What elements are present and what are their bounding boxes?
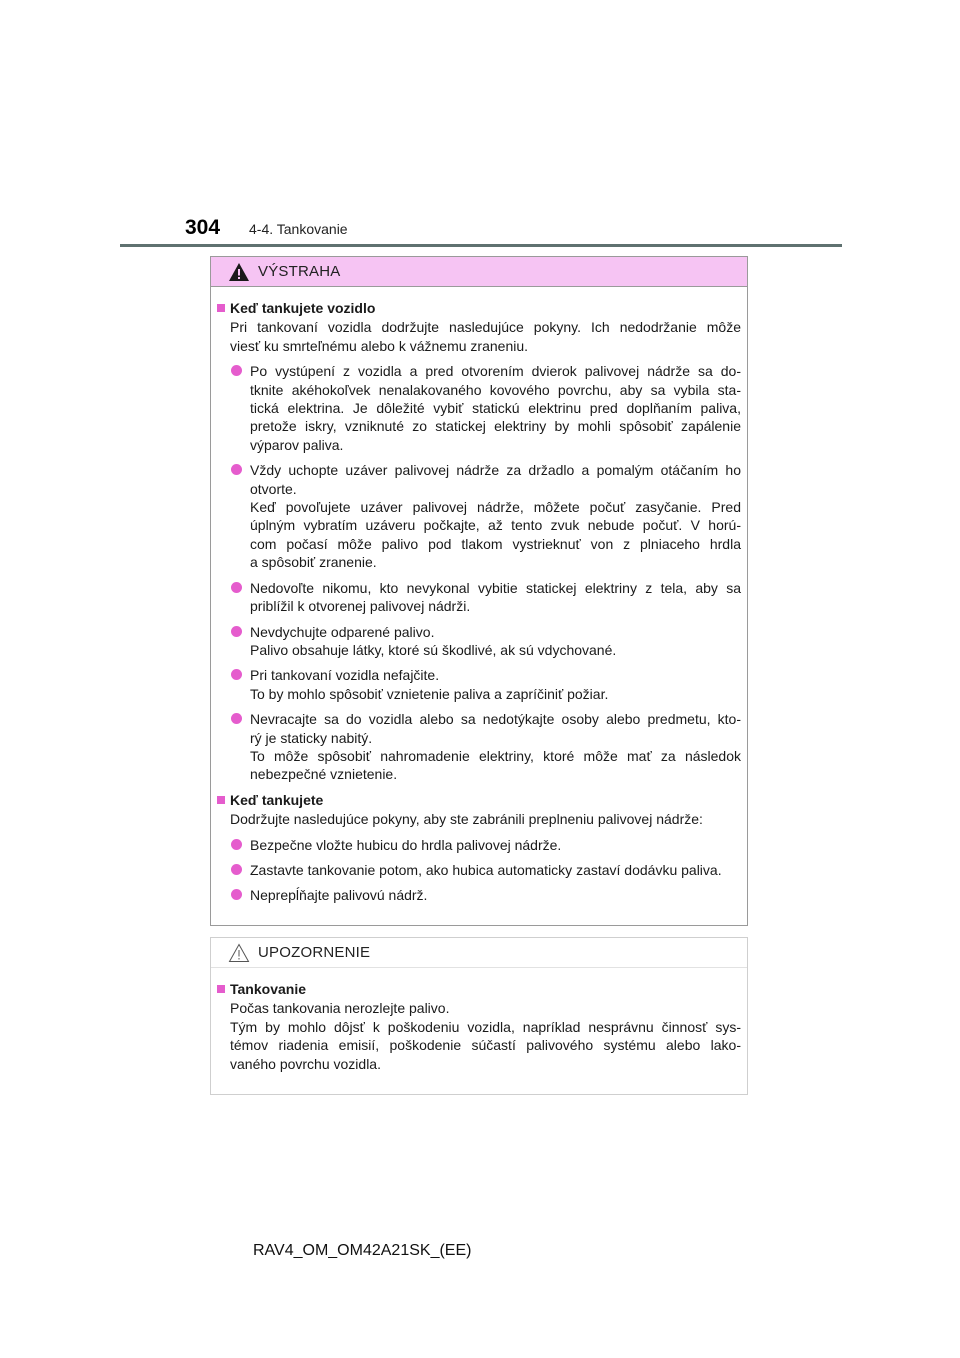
text-line: Zastavte tankovanie potom, ako hubica automaticky zastaví dodávku paliva. (250, 861, 722, 878)
warning-box (210, 256, 748, 926)
caution-triangle-icon (228, 943, 250, 963)
text-line: Po vystúpení z vozidla a pred otvorením dvierok palivovej nádrže sa do- (250, 363, 741, 380)
bullet-item (217, 710, 741, 784)
bullet-item (217, 666, 741, 703)
text-line: Dodržujte nasledujúce pokyny, aby ste zabránili preplneniu palivovej nádrže: (230, 811, 703, 828)
text-line: úplným vybratím uzáveru počkajte, až tento zvuk nebude počuť. V horú- (250, 517, 741, 534)
warning-title: VÝSTRAHA (258, 263, 341, 280)
intro-paragraph (217, 810, 741, 828)
subsection-heading: Keď tankujete (217, 791, 741, 809)
text-line: Bezpečne vložte hubicu do hrdla palivovej nádrže. (250, 836, 562, 853)
bullet-dot-icon (231, 839, 242, 850)
text-line: tická elektrina. Je dôležité vybiť statickú elektrinu pred doplňaním paliva, (250, 400, 741, 417)
text-line: To by mohlo spôsobiť vznietenie paliva a zapríčiniť požiar. (250, 685, 609, 702)
text-line: Nevracajte sa do vozidla alebo sa nedotýkajte osoby alebo predmetu, kto- (250, 711, 741, 728)
text-line: com počasí môže palivo pod tlakom vystrieknuť von z plniaceho hrdla (250, 535, 741, 552)
text-line: vaného povrchu vozidla. (230, 1055, 381, 1072)
subsection-heading: Tankovanie (217, 980, 741, 998)
text-line: témov riadenia emisií, poškodenie súčastí palivového systému alebo lako- (230, 1037, 741, 1054)
subsection-heading: Keď tankujete vozidlo (217, 299, 741, 317)
text-line: otvorte. (250, 480, 297, 497)
bullet-item (217, 579, 741, 616)
text-line: Pri tankovaní vozidla dodržujte nasledujúce pokyny. Ich nedodržanie môže (230, 319, 741, 336)
caution-box-header (211, 938, 747, 968)
bullet-dot-icon (231, 582, 242, 593)
bullet-dot-icon (231, 464, 242, 475)
text-line: a spôsobiť zranenie. (250, 554, 377, 571)
text-line: výparov paliva. (250, 436, 344, 453)
document-code: RAV4_OM_OM42A21SK_(EE) (253, 1242, 472, 1259)
section-title: 4-4. Tankovanie (249, 221, 348, 237)
text-line: Vždy uchopte uzáver palivovej nádrže za držadlo a pomalým otáčaním ho (250, 462, 741, 479)
text-line: viesť ku smrteľnému alebo k vážnemu zraneniu. (230, 337, 529, 354)
intro-paragraph (217, 999, 741, 1073)
bullet-item (217, 362, 741, 454)
text-line: nebezpečné vznietenie. (250, 766, 398, 783)
text-line: Tým by mohlo dôjsť k poškodeniu vozidla, napríklad nesprávnu činnosť sys- (230, 1018, 741, 1035)
bullet-dot-icon (231, 365, 242, 376)
warning-content (211, 287, 747, 905)
text-line: Počas tankovania nerozlejte palivo. (230, 1000, 450, 1017)
caution-box (210, 937, 748, 1095)
text-line: Palivo obsahuje látky, ktoré sú škodlivé, ak sú vdychované. (250, 641, 617, 658)
bullet-dot-icon (231, 669, 242, 680)
header-rule (120, 244, 842, 247)
bullet-dot-icon (231, 713, 242, 724)
page-number: 304 (185, 216, 221, 239)
text-line: Keď povoľujete uzáver palivovej nádrže, môžete počuť zasyčanie. Pred (250, 499, 741, 516)
bullet-dot-icon (231, 864, 242, 875)
text-line: Nevdychujte odparené palivo. (250, 623, 435, 640)
intro-paragraph (217, 318, 741, 355)
caution-content (211, 968, 747, 1073)
bullet-item (217, 861, 741, 879)
warning-triangle-icon (228, 262, 250, 282)
text-line: tknite akéhokoľvek nenalakovaného kovového povrchu, aby sa vybila sta- (250, 381, 741, 398)
bullet-item (217, 623, 741, 660)
text-line: pretože iskry, vzniknuté zo statickej elektriny by mohli spôsobiť zapálenie (250, 418, 741, 435)
bullet-item (217, 886, 741, 904)
text-line: Pri tankovaní vozidla nefajčite. (250, 667, 440, 684)
text-line: To môže spôsobiť nahromadenie elektriny, ktoré môže mať za následok (250, 747, 741, 764)
caution-title: UPOZORNENIE (258, 944, 371, 961)
bullet-dot-icon (231, 626, 242, 637)
text-line: rý je staticky nabitý. (250, 729, 373, 746)
text-line: Neprepĺňajte palivovú nádrž. (250, 887, 428, 904)
bullet-item (217, 836, 741, 854)
bullet-item (217, 461, 741, 571)
text-line: priblížil k otvorenej palivovej nádrži. (250, 598, 471, 615)
bullet-dot-icon (231, 889, 242, 900)
text-line: Nedovoľte nikomu, kto nevykonal vybitie statickej elektriny z tela, aby sa (250, 579, 741, 596)
warning-box-header (211, 257, 747, 287)
